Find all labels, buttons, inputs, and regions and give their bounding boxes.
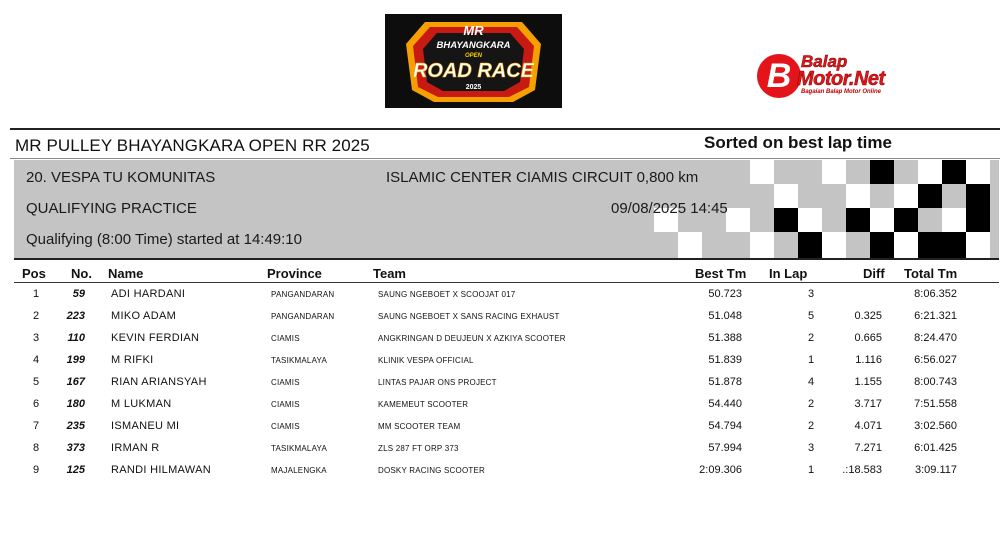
col-header-no: No. [71, 266, 92, 281]
cell-province: TASIKMALAYA [271, 356, 327, 365]
cell-name: ISMANEU MI [111, 420, 180, 432]
cell-number: 180 [66, 398, 85, 410]
cell-total-time: 6:21.321 [914, 310, 957, 322]
cell-in-lap: 1 [808, 354, 815, 366]
cell-name: IRMAN R [111, 442, 160, 454]
table-row [0, 464, 1000, 486]
table-row [0, 332, 1000, 354]
cell-name: M LUKMAN [111, 398, 172, 410]
cell-province: CIAMIS [271, 378, 300, 387]
cell-best-time: 51.388 [708, 332, 742, 344]
cell-diff: 4.071 [854, 420, 882, 432]
cell-province: PANGANDARAN [271, 290, 335, 299]
cell-best-time: 51.048 [708, 310, 742, 322]
cell-name: KEVIN FERDIAN [111, 332, 200, 344]
table-row [0, 442, 1000, 464]
cell-total-time: 8:00.743 [914, 376, 957, 388]
cell-diff: 0.665 [854, 332, 882, 344]
col-header-province: Province [267, 266, 322, 281]
cell-in-lap: 1 [808, 464, 815, 476]
cell-province: MAJALENGKA [271, 466, 327, 475]
cell-team: ANGKRINGAN D DEUJEUN X AZKIYA SCOOTER [378, 334, 566, 343]
cell-pos: 1 [33, 288, 40, 300]
event-logo-line3: OPEN [464, 53, 483, 59]
cell-in-lap: 3 [808, 288, 815, 300]
col-header-team: Team [373, 266, 406, 281]
session-type: QUALIFYING PRACTICE [26, 200, 197, 217]
event-logo-line2: BHAYANGKARA [436, 40, 511, 51]
col-header-name: Name [108, 266, 144, 281]
sort-note: Sorted on best lap time [704, 133, 892, 152]
cell-number: 223 [66, 310, 85, 322]
cell-best-time: 57.994 [708, 442, 742, 454]
cell-team: MM SCOOTER TEAM [378, 422, 461, 431]
cell-number: 235 [66, 420, 85, 432]
site-logo-initial: B [757, 54, 801, 98]
cell-name: RANDI HILMAWAN [111, 464, 211, 476]
cell-team: KLINIK VESPA OFFICIAL [378, 356, 474, 365]
table-row [0, 420, 1000, 442]
col-header-total-time: Total Tm [904, 266, 958, 281]
cell-name: RIAN ARIANSYAH [111, 376, 207, 388]
event-logo-line1: MR [463, 23, 484, 38]
cell-province: PANGANDARAN [271, 312, 335, 321]
table-row [0, 354, 1000, 376]
cell-total-time: 3:02.560 [914, 420, 957, 432]
cell-best-time: 51.839 [708, 354, 742, 366]
cell-pos: 6 [33, 398, 40, 410]
header-divider [14, 282, 999, 283]
cell-diff: 3.717 [854, 398, 882, 410]
cell-best-time: 51.878 [708, 376, 742, 388]
site-logo-line1: Balap [801, 52, 848, 71]
cell-in-lap: 3 [808, 442, 815, 454]
site-logo-line2: Motor.Net [797, 68, 885, 90]
site-logo [757, 52, 922, 100]
cell-in-lap: 4 [808, 376, 815, 388]
session-info-box [14, 160, 999, 260]
cell-name: M RIFKI [111, 354, 154, 366]
col-header-diff: Diff [863, 266, 885, 281]
cell-diff: 7.271 [854, 442, 882, 454]
cell-team: ZLS 287 FT ORP 373 [378, 444, 459, 453]
cell-in-lap: 2 [808, 398, 815, 410]
cell-province: CIAMIS [271, 334, 300, 343]
col-header-in-lap: In Lap [769, 266, 808, 281]
site-logo-tagline: Bagaian Balap Motor Online [801, 89, 882, 95]
cell-pos: 9 [33, 464, 40, 476]
cell-diff: 0.325 [854, 310, 882, 322]
cell-team: SAUNG NGEBOET X SANS RACING EXHAUST [378, 312, 560, 321]
cell-team: LINTAS PAJAR ONS PROJECT [378, 378, 497, 387]
cell-number: 167 [66, 376, 85, 388]
cell-total-time: 8:24.470 [914, 332, 957, 344]
cell-province: CIAMIS [271, 422, 300, 431]
cell-pos: 2 [33, 310, 40, 322]
session-datetime: 09/08/2025 14:45 [611, 200, 728, 217]
cell-in-lap: 2 [808, 420, 815, 432]
cell-number: 59 [72, 288, 85, 300]
cell-pos: 5 [33, 376, 40, 388]
cell-total-time: 8:06.352 [914, 288, 957, 300]
cell-best-time: 54.440 [708, 398, 742, 410]
title-bar [10, 128, 1000, 159]
cell-province: CIAMIS [271, 400, 300, 409]
cell-diff: 1.155 [854, 376, 882, 388]
cell-team: DOSKY RACING SCOOTER [378, 466, 485, 475]
col-header-pos: Pos [22, 266, 46, 281]
session-started: Qualifying (8:00 Time) started at 14:49:10 [26, 231, 302, 248]
cell-best-time: 2:09.306 [699, 464, 742, 476]
event-logo-line5: 2025 [465, 84, 482, 91]
cell-name: MIKO ADAM [111, 310, 177, 322]
cell-team: SAUNG NGEBOET X SCOOJAT 017 [378, 290, 516, 299]
class-name: 20. VESPA TU KOMUNITAS [26, 169, 216, 186]
cell-total-time: 3:09.117 [914, 464, 957, 476]
cell-pos: 8 [33, 442, 40, 454]
cell-pos: 4 [33, 354, 40, 366]
cell-total-time: 7:51.558 [914, 398, 957, 410]
cell-best-time: 50.723 [708, 288, 742, 300]
cell-pos: 3 [33, 332, 40, 344]
cell-diff: 1.116 [855, 354, 882, 366]
event-logo-line4: ROAD RACE [412, 60, 535, 82]
cell-number: 125 [66, 464, 85, 476]
table-row [0, 310, 1000, 332]
cell-number: 110 [67, 332, 85, 344]
cell-province: TASIKMALAYA [271, 444, 327, 453]
table-row [0, 288, 1000, 310]
col-header-best-time: Best Tm [695, 266, 747, 281]
cell-pos: 7 [33, 420, 40, 432]
circuit-name: ISLAMIC CENTER CIAMIS CIRCUIT 0,800 km [386, 169, 699, 186]
cell-total-time: 6:01.425 [914, 442, 957, 454]
event-title: MR PULLEY BHAYANGKARA OPEN RR 2025 [15, 136, 370, 155]
table-row [0, 376, 1000, 398]
cell-diff: .:18.583 [842, 464, 882, 476]
cell-number: 199 [66, 354, 85, 366]
cell-number: 373 [66, 442, 85, 454]
cell-team: KAMEMEUT SCOOTER [378, 400, 469, 409]
cell-total-time: 6:56.027 [914, 354, 957, 366]
cell-best-time: 54.794 [708, 420, 742, 432]
table-row [0, 398, 1000, 420]
cell-in-lap: 5 [808, 310, 815, 322]
cell-name: ADI HARDANI [111, 288, 186, 300]
cell-in-lap: 2 [808, 332, 815, 344]
event-logo [385, 14, 562, 108]
